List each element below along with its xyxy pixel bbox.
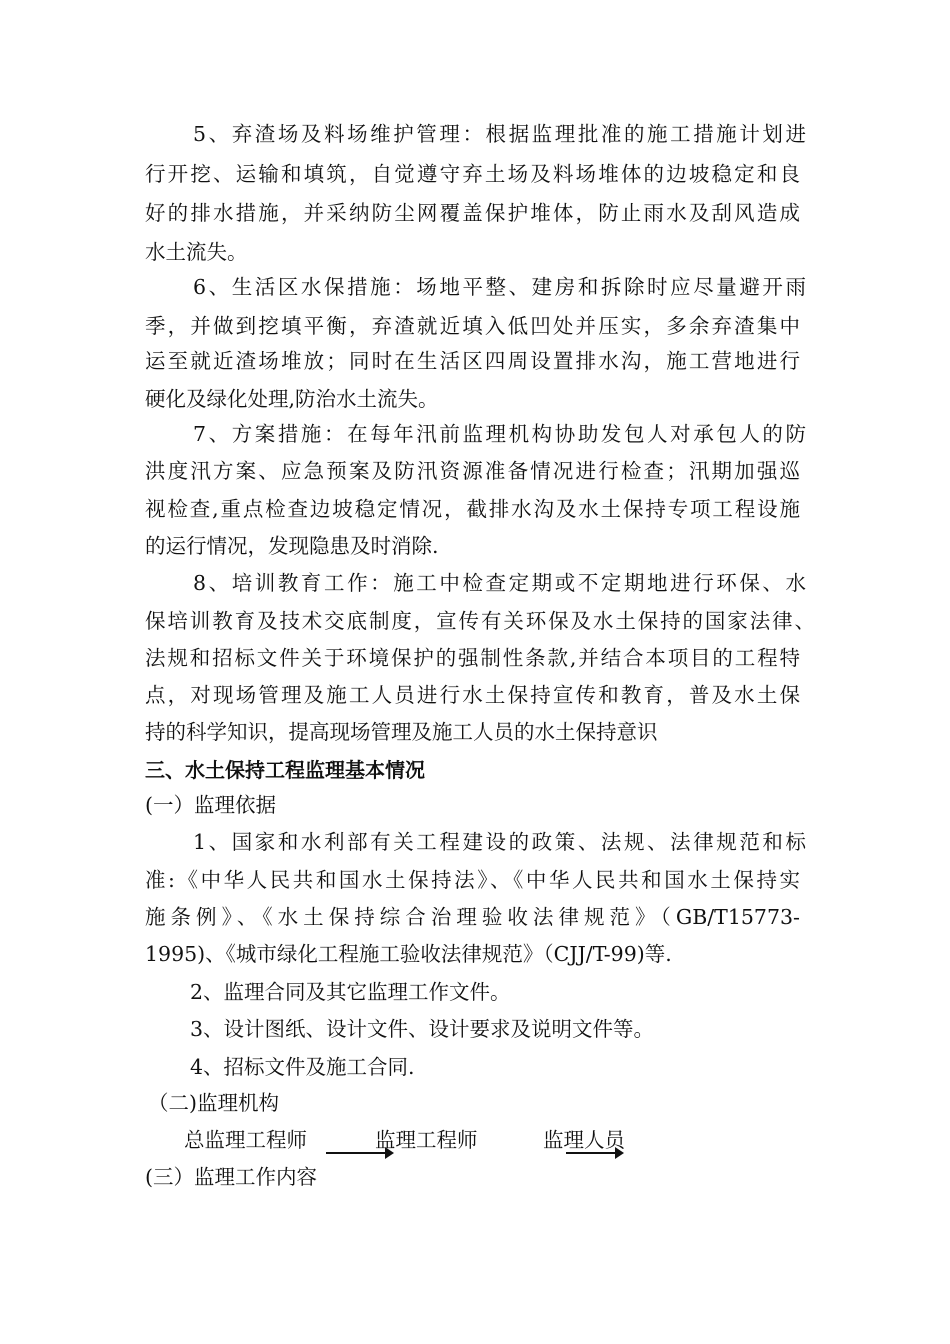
paragraph-6-line-2: 季，并做到挖填平衡，弃渣就近填入低凹处并压实，多余弃渣集中 [145,314,800,338]
paragraph-5-line-2: 行开挖、运输和填筑，自觉遵守弃土场及料场堆体的边坡稳定和良 [145,162,800,186]
basis-line-4: 1995)、《城市绿化工程施工验收法律规范》（CJJ/T-99)等. [145,942,672,966]
paragraph-6-line-4: 硬化及绿化处理,防治水土流失。 [145,387,439,411]
org-staff: 监理人员 [543,1128,625,1152]
paragraph-7-line-3: 视检查,重点检查边坡稳定情况，截排水沟及水土保持专项工程设施 [145,497,800,521]
paragraph-8-line-5: 持的科学知识，提高现场管理及施工人员的水土保持意识 [145,720,658,744]
basis-item-3: 3、设计图纸、设计文件、设计要求及说明文件等。 [190,1017,655,1041]
org-engineer: 监理工程师 [375,1128,478,1152]
subsection-3-title: (三）监理工作内容 [145,1165,317,1189]
paragraph-7-line-1: 7、方案措施：在每年汛前监理机构协助发包人对承包人的防 [193,422,806,446]
paragraph-5-line-4: 水土流失。 [145,240,248,264]
section-3-heading: 三、水土保持工程监理基本情况 [145,758,425,782]
subsection-1-title: (一）监理依据 [145,793,276,817]
paragraph-8-line-1: 8、培训教育工作：施工中检查定期或不定期地进行环保、水 [193,571,806,595]
paragraph-8-line-2: 保培训教育及技术交底制度，宣传有关环保及水土保持的国家法律、 [145,609,815,633]
paragraph-8-line-4: 点，对现场管理及施工人员进行水土保持宣传和教育，普及水土保 [145,683,800,707]
paragraph-8-line-3: 法规和招标文件关于环境保护的强制性条款,并结合本项目的工程特 [145,646,800,670]
paragraph-7-line-2: 洪度汛方案、应急预案及防汛资源准备情况进行检查；汛期加强巡 [145,459,800,483]
basis-item-2: 2、监理合同及其它监理工作文件。 [190,980,511,1004]
subsection-2-title: （二)监理机构 [148,1091,279,1115]
paragraph-7-line-4: 的运行情况，发现隐患及时消除. [145,534,439,558]
org-chief-engineer: 总监理工程师 [184,1128,307,1152]
paragraph-5-line-1: 5、弃渣场及料场维护管理：根据监理批准的施工措施计划进 [193,122,806,146]
basis-line-2: 准:《中华人民共和国水土保持法》、《中华人民共和国水土保持实 [145,868,800,892]
basis-line-3: 施条例》、《水土保持综合治理验收法律规范》（GB/T15773- [145,905,800,929]
paragraph-5-line-3: 好的排水措施，并采纳防尘网覆盖保护堆体，防止雨水及刮风造成 [145,201,800,225]
basis-line-1: 1、国家和水利部有关工程建设的政策、法规、法律规范和标 [193,830,806,854]
paragraph-6-line-1: 6、生活区水保措施：场地平整、建房和拆除时应尽量避开雨 [193,275,806,299]
paragraph-6-line-3: 运至就近渣场堆放；同时在生活区四周设置排水沟，施工营地进行 [145,349,800,373]
basis-item-4: 4、招标文件及施工合同. [190,1055,415,1079]
